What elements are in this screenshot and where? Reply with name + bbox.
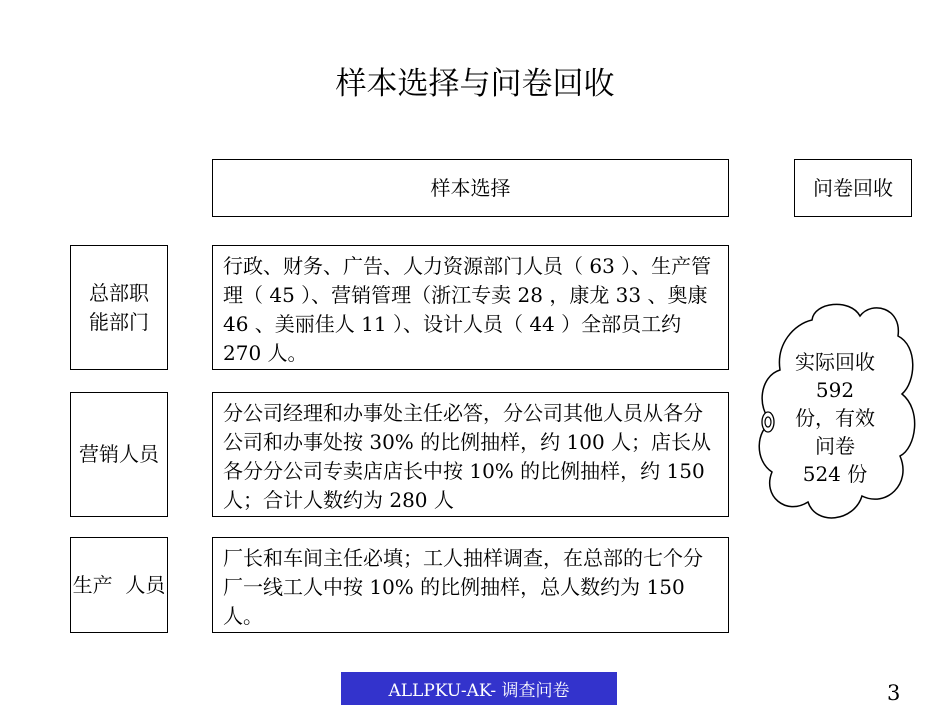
row-label-sales: 营销人员 <box>70 392 168 517</box>
footer-banner: ALLPKU-AK- 调查问卷 <box>341 672 617 705</box>
row-text-headquarters: 行政、财务、广告、人力资源部门人员（ 63 ）、生产管理（ 45 ）、营销管理（浙江专卖 28 ，康龙 33 、奥康 46 、美丽佳人 11 ）、设计人员（ 44 ）全部员工约 270 人。 <box>212 245 729 370</box>
row-text-production: 厂长和车间主任必填；工人抽样调查，在总部的七个分厂一线工人中按 10% 的比例抽样，总人数约为 150 人。 <box>212 537 729 633</box>
row-label-headquarters: 总部职能部门 <box>70 245 168 370</box>
sample-selection-header: 样本选择 <box>212 159 729 217</box>
page-number: 3 <box>887 681 901 705</box>
page-title: 样本选择与问卷回收 <box>335 66 615 102</box>
questionnaire-recovery-header: 问卷回收 <box>794 159 912 217</box>
row-text-sales: 分公司经理和办事处主任必答，分公司其他人员从各分公司和办事处按 30% 的比例抽样，约 100 人；店长从各分分公司专卖店店长中按 10% 的比例抽样，约 150 人；合计人数约为 280 人 <box>212 392 729 517</box>
cloud-text: 实际回收 592 份，有效问卷 524 份 <box>795 350 875 486</box>
row-label-production: 生产 人员 <box>70 537 168 633</box>
